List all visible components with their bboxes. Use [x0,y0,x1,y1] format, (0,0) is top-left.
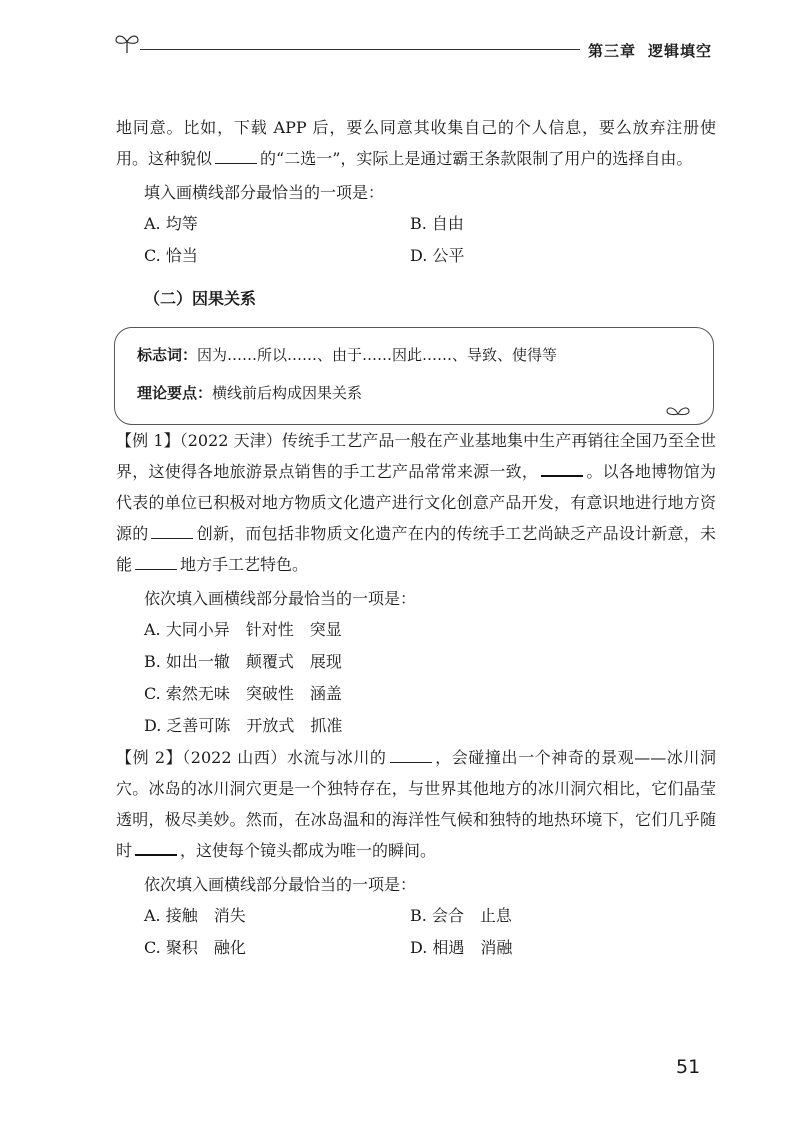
blank [390,748,432,763]
example-1-text: 【例 1】（2022 天津）传统手工艺产品一般在产业基地集中生产再销往全国乃至全世界，这使得各地旅游景点销售的手工艺产品常常来源一致， 。以各地博物馆为代表的单位已积极对地方物质文化遗产进行文化创意产品开发，有意识地进行地方资源的 创新，而包括非物质文化遗产在内的传统手工艺尚缺乏产品设计新意，未能 地方手工艺特色。 [116,431,716,574]
option-a: A. 均等 [144,214,198,233]
section-heading: （二）因果关系 [144,289,257,308]
page-number: 51 [676,1056,701,1078]
option-c: C. 聚积 融化 [144,938,246,957]
blank [151,524,193,539]
chapter-number: 第三章 [588,42,637,60]
blank [541,461,583,477]
leaf-icon [665,404,691,418]
blank [135,840,177,856]
chapter-title: 逻辑填空 [648,42,713,60]
tip-keywords: 标志词：因为……所以……、由于……因此……、导致、使得等 [137,346,558,364]
running-header [588,40,712,61]
prev-question-options [144,208,716,272]
example-2-instruction: 依次填入画横线部分最恰当的一项是： [144,875,417,894]
tip-box [114,327,714,425]
blank [135,555,177,570]
sprout-icon [112,32,142,54]
prev-question-instruction: 填入画横线部分最恰当的一项是： [144,183,385,202]
option-a: A. 大同小异 针对性 突显 [144,620,342,639]
option-d: D. 相遇 消融 [410,938,513,957]
blank [215,149,257,164]
option-c: C. 索然无味 突破性 涵盖 [144,684,342,703]
example-1-instruction: 依次填入画横线部分最恰当的一项是： [144,589,417,608]
option-b: B. 如出一辙 颠覆式 展现 [144,652,342,671]
example-2-options [144,900,716,964]
tip-theory: 理论要点：横线前后构成因果关系 [137,384,363,402]
option-b: B. 自由 [410,214,464,233]
option-a: A. 接触 消失 [144,906,246,925]
option-b: B. 会合 止息 [410,906,512,925]
example-2-text: 【例 2】（2022 山西）水流与冰川的 ，会碰撞出一个神奇的景观——冰川洞穴。冰岛的冰川洞穴更是一个独特存在，与世界其他地方的冰川洞穴相比，它们晶莹透明，极尽美妙。然而，在冰岛温和的海洋性气候和独特的地热环境下，它们几乎随时 ，这使每个镜头都成为唯一的瞬间。 [116,748,716,860]
option-c: C. 恰当 [144,246,198,265]
prev-question-text: 地同意。比如，下载 APP 后，要么同意其收集自己的个人信息，要么放弃注册使用。这种貌似 的“二选一”，实际上是通过霸王条款限制了用户的选择自由。 [116,118,716,168]
example-1-options [144,614,716,742]
page-content [116,112,716,964]
header-rule [140,49,580,50]
option-d: D. 乏善可陈 开放式 抓准 [144,716,343,735]
option-d: D. 公平 [410,246,465,265]
